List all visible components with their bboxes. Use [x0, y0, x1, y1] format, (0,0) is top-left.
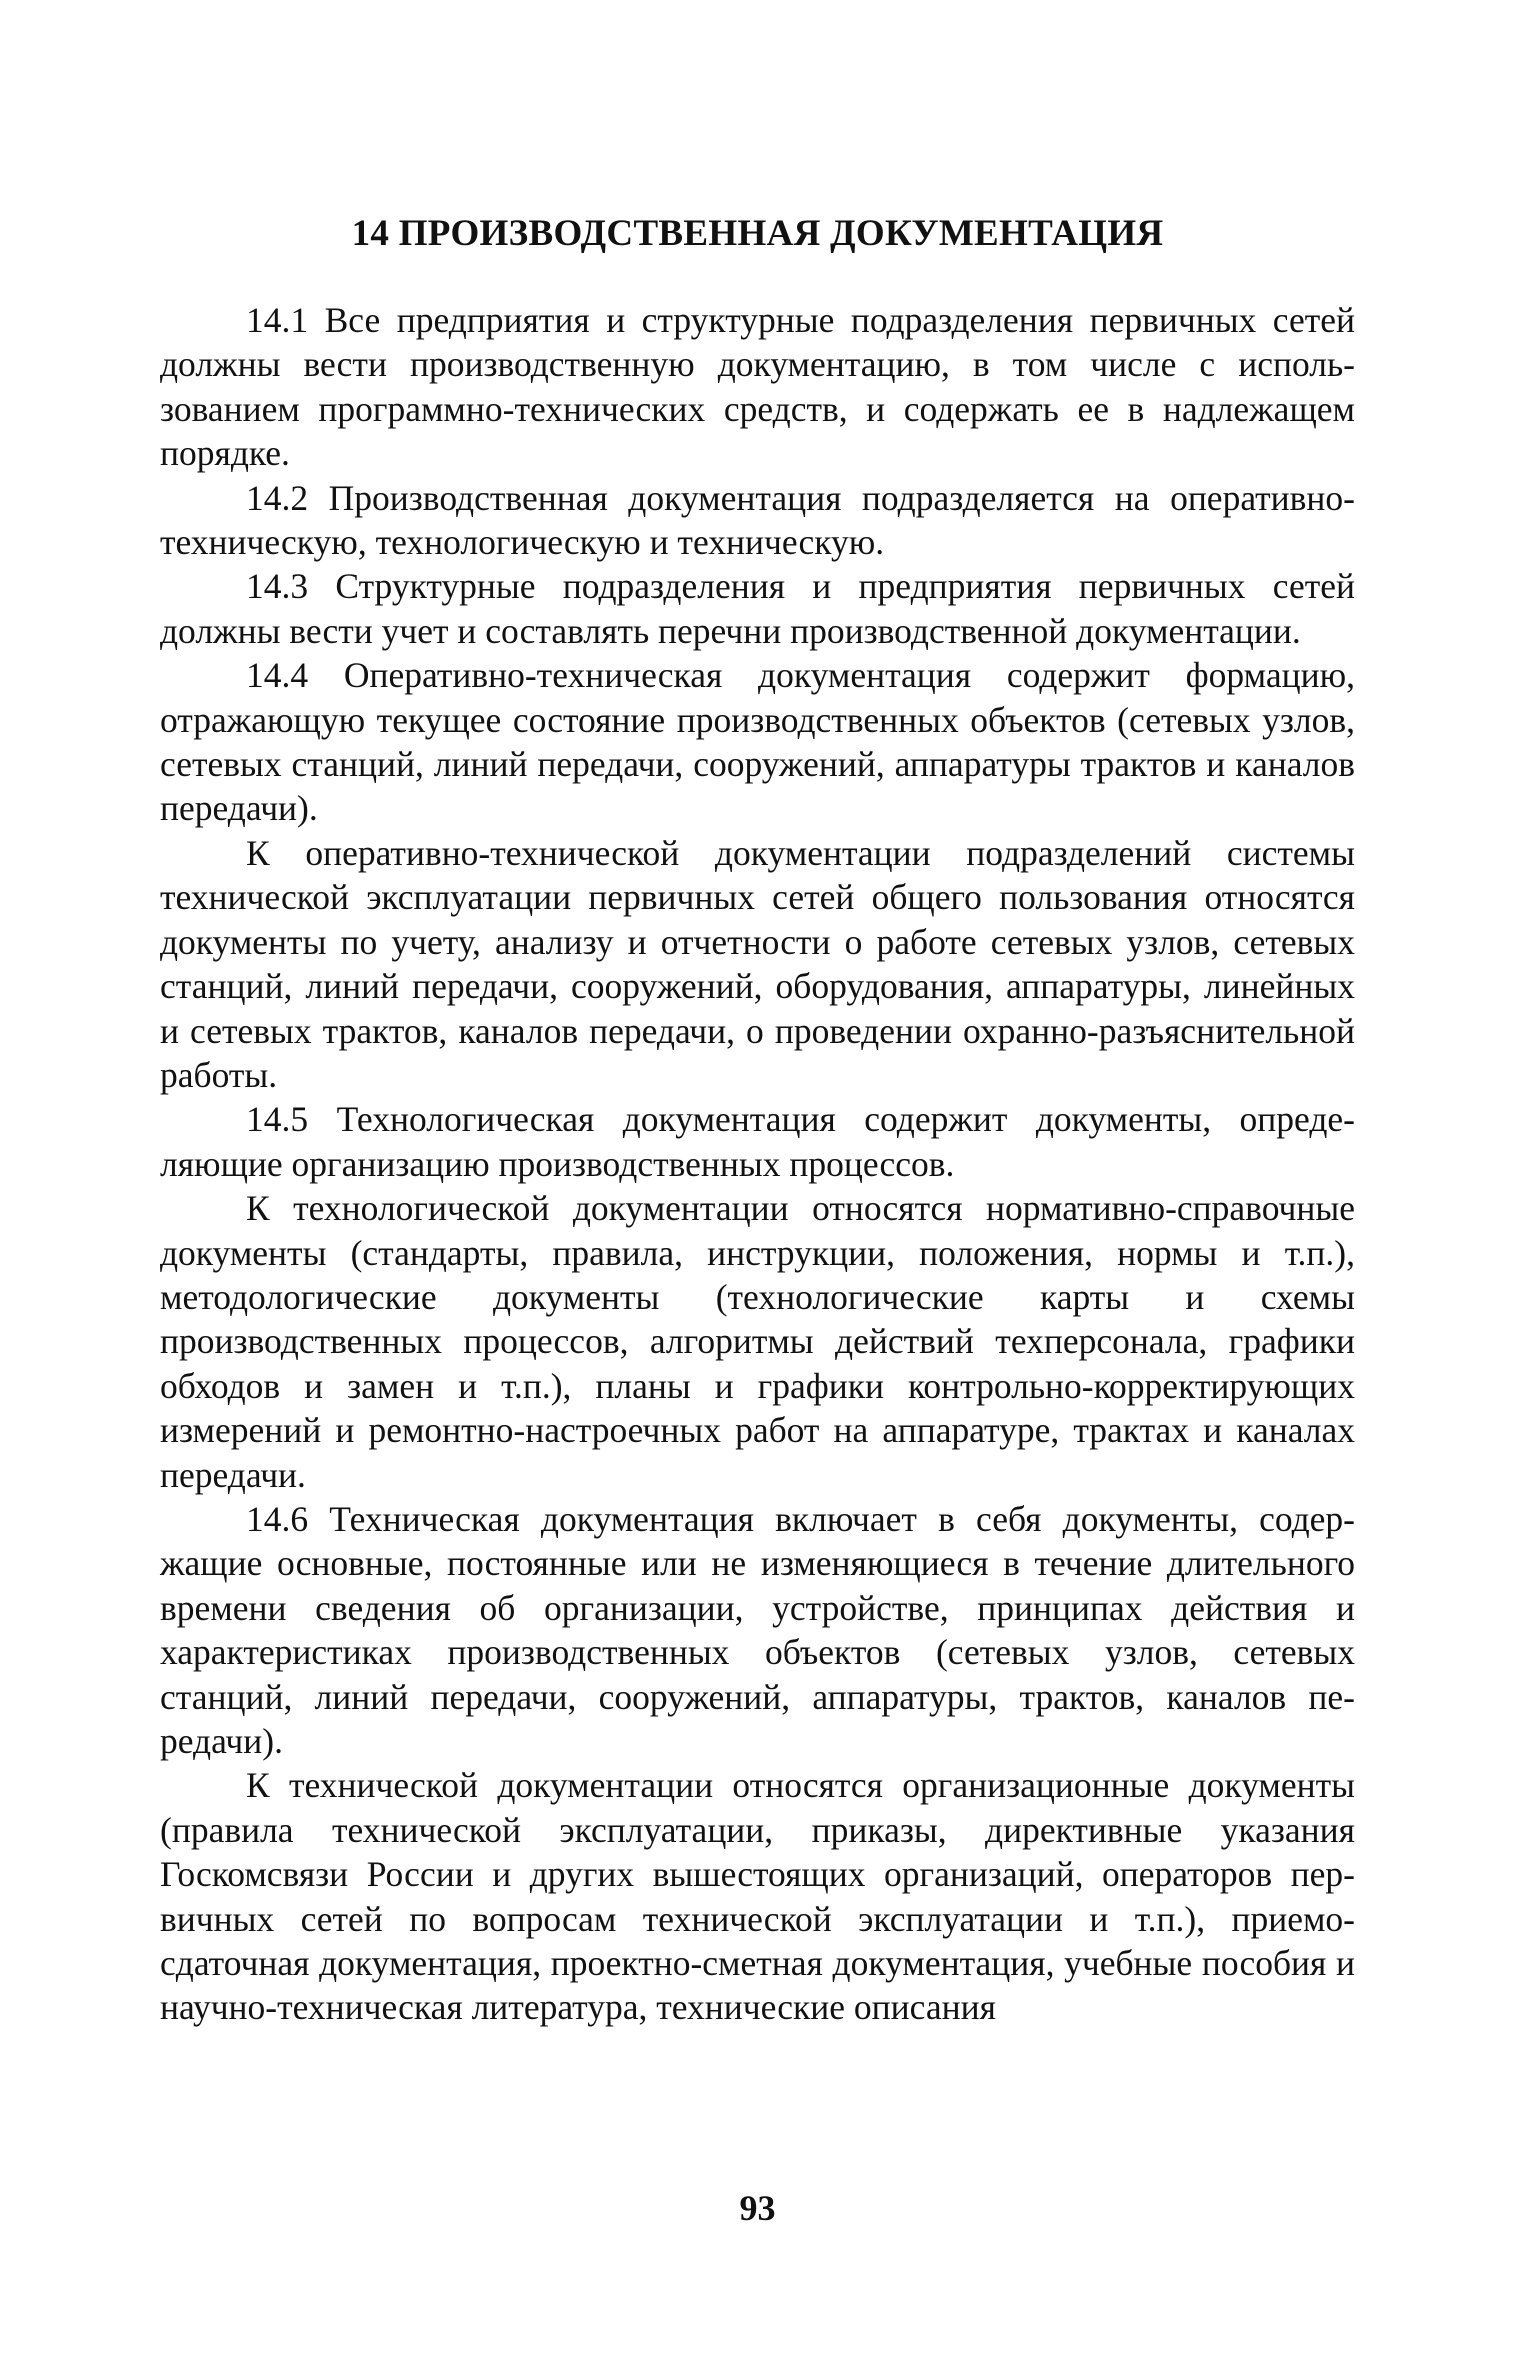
section-heading: 14 ПРОИЗВОДСТВЕННАЯ ДОКУМЕНТАЦИЯ [351, 213, 1164, 254]
section-body [160, 298, 1355, 2030]
paragraph-operational-docs: К оперативно-технической документации подразделений системы технической эксплуатации первичных сетей общего пользования относятся документы по учету, анализу и отчетности о работе сетевых узлов, сетевых станций, линий передачи, сооружений, оборудования, аппаратуры, линейных и сетевых трактов, каналов передачи, о проведении охранно-разъяснительной работы. [160, 832, 1355, 1095]
paragraph-14-1: 14.1 Все предприятия и структурные подразделения первичных сетей должны вести производственную документацию, в том числе с использованием программно-технических средств, и содержать ее в надлежащем порядке. [160, 300, 1355, 474]
paragraph-technical-docs: К технической документации относятся организационные документы (правила технической эксплуатации, приказы, директивные указания Госкомсвязи России и других вышестоящих организаций, операторов первичных сетей по вопросам технической эксплуатации и т.п.), приемо-сдаточная документация, проектно-сметная документация, учебные пособия и научно-техническая литература, технические описания [160, 1765, 1355, 2028]
page-number: 93 [739, 2188, 776, 2228]
paragraph-14-5: 14.5 Технологическая документация содержит документы, определяющие организацию производственных процессов. [160, 1099, 1355, 1184]
paragraph-14-3: 14.3 Структурные подразделения и предприятия первичных сетей должны вести учет и составлять перечни производственной документации. [160, 566, 1355, 651]
paragraph-technological-docs: К технологической документации относятся нормативно-справочные документы (стандарты, правила, инструкции, положения, нормы и т.п.), методологические документы (технологические карты и схемы производственных процессов, алгоритмы действий техперсонала, графики обходов и замен и т.п.), планы и графики контрольно-корректирующих измерений и ремонтно-настроечных работ на аппаратуре, трактах и каналах передачи. [160, 1188, 1355, 1495]
paragraph-14-2: 14.2 Производственная документация подразделяется на оперативно-техническую, технологическую и техническую. [160, 477, 1355, 563]
paragraph-14-6: 14.6 Техническая документация включает в себя документы, содержащие основные, постоянные или не изменяющиеся в течение длительного времени сведения об организации, устройстве, принципах действия и характеристиках производственных объектов (сетевых узлов, сетевых станций, линий передачи, сооружений, аппаратуры, трактов, каналов передачи). [160, 1498, 1355, 1761]
paragraph-14-4: 14.4 Оперативно-техническая документация содержит формацию, отражающую текущее состояние производственных объектов (сетевых узлов, сетевых станций, линий передачи, сооружений, аппаратуры трактов и каналов передачи). [160, 655, 1355, 829]
